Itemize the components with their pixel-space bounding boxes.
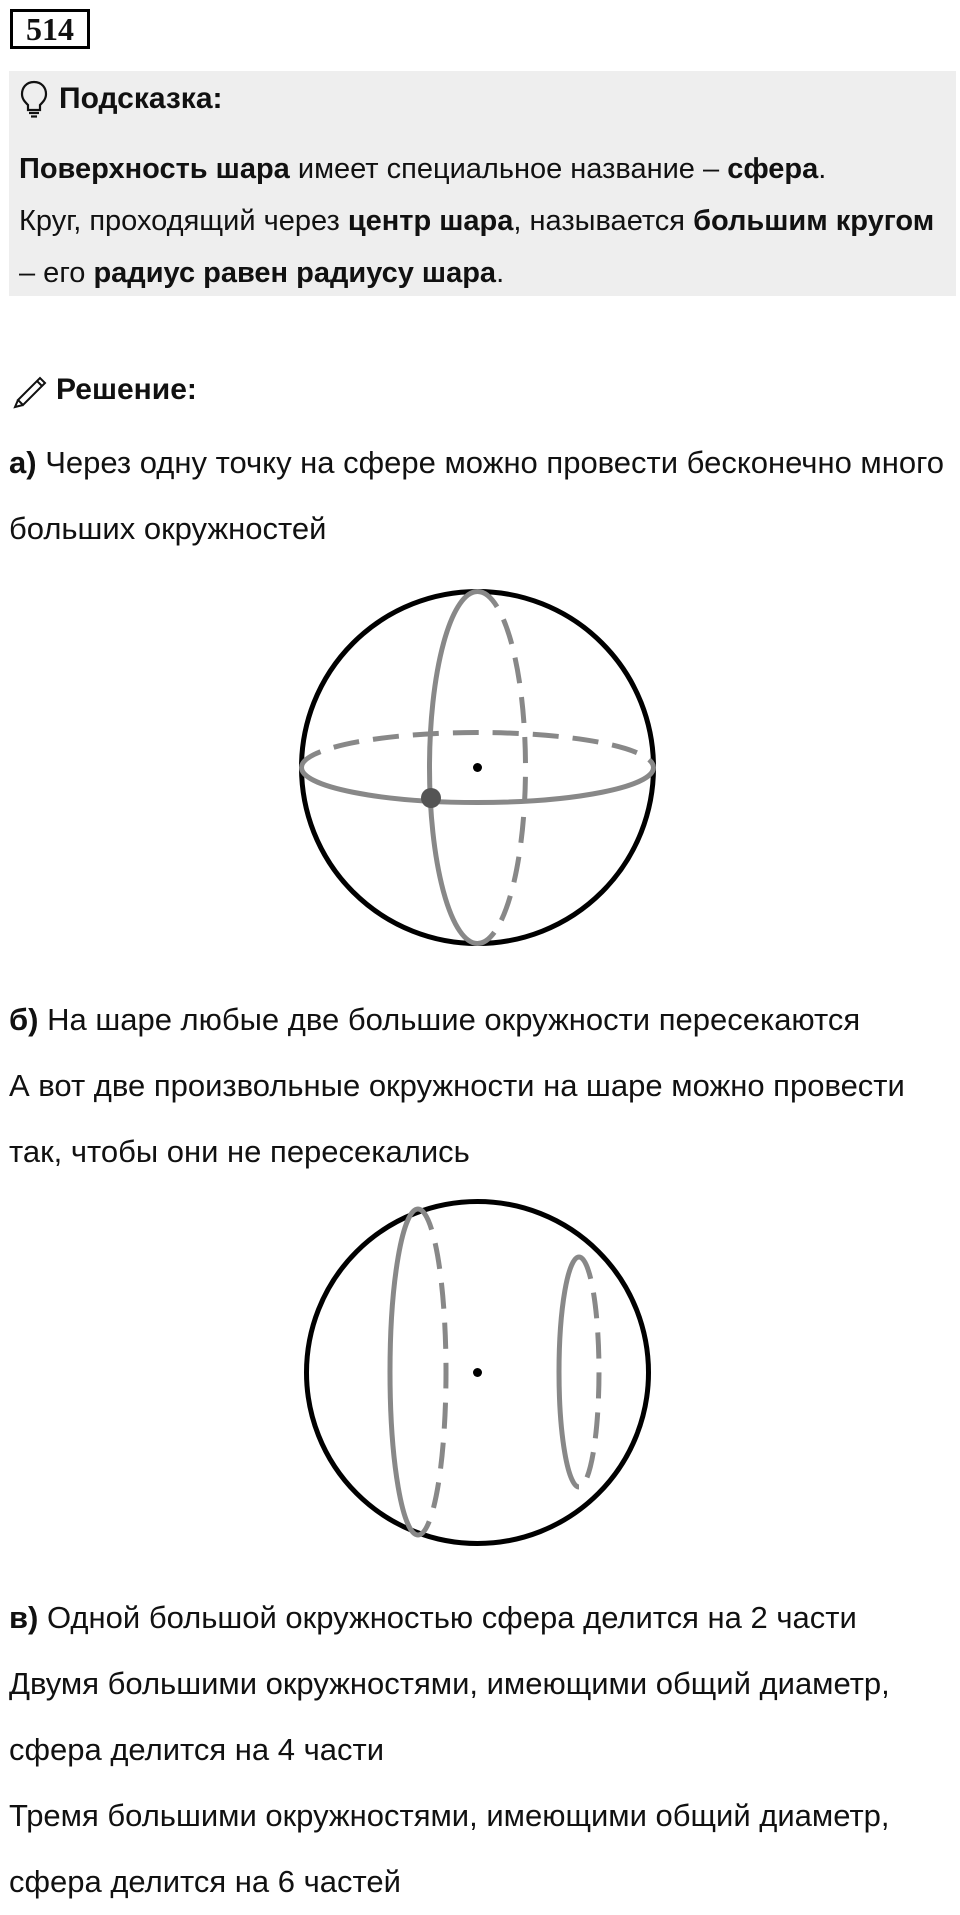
hint-text-2: .: [818, 153, 827, 185]
hint-text-6: .: [496, 257, 505, 289]
hint-header: [19, 77, 223, 121]
sphere-center-a: [473, 763, 482, 772]
hint-text-5: – его: [19, 257, 94, 289]
hint-text-3: Круг, проходящий через: [19, 205, 348, 237]
part-b-text: [9, 987, 949, 1185]
vertical-circle-front: [430, 592, 478, 944]
part-a-label: а): [9, 445, 37, 480]
hint-text: [19, 143, 949, 299]
pencil-icon: [10, 370, 50, 410]
left-circle-back: [418, 1209, 446, 1535]
hint-bold-surface: Поверхность шара: [19, 153, 290, 185]
part-b-line2: А вот две произвольные окружности на шаре можно провести так, чтобы они не пересекались: [9, 1068, 905, 1169]
intersection-point: [421, 788, 441, 808]
vertical-circle-back: [478, 592, 526, 944]
hint-text-4: , называется: [513, 205, 694, 237]
part-a-text: [9, 430, 949, 562]
hint-text-1: имеет специальное название –: [289, 153, 728, 185]
task-number: 514: [10, 9, 90, 49]
solution-header: [10, 368, 197, 412]
solution-title: Решение:: [56, 373, 197, 406]
right-circle-front: [559, 1257, 579, 1487]
part-a-body: Через одну точку на сфере можно провести бесконечно много больших окружностей: [9, 445, 944, 546]
sphere-center-b: [473, 1368, 482, 1377]
part-b-line1: На шаре любые две большие окружности пересекаются: [38, 1002, 861, 1037]
right-circle-back: [579, 1257, 599, 1487]
horizontal-circle-front: [302, 768, 654, 803]
hint-bold-great-circle: большим кругом: [693, 205, 935, 237]
hint-bold-center: центр шара: [347, 205, 514, 237]
part-c-line1: Одной большой окружностью сфера делится на 2 части: [38, 1600, 857, 1635]
lightbulb-icon: [19, 79, 49, 119]
part-c-label: в): [9, 1600, 39, 1635]
hint-title: Подсказка:: [59, 82, 223, 115]
part-c-text: [9, 1585, 949, 1915]
hint-bold-sphere: сфера: [727, 153, 819, 185]
left-circle-front: [390, 1209, 418, 1535]
sphere-figure-b: [300, 1195, 655, 1550]
part-b-label: б): [9, 1002, 39, 1037]
part-c-line2: Двумя большими окружностями, имеющими общий диаметр, сфера делится на 4 части: [9, 1666, 890, 1767]
hint-bold-radius: радиус равен радиусу шара: [93, 257, 497, 289]
sphere-figure-a: [295, 585, 660, 950]
horizontal-circle-back: [302, 733, 654, 768]
part-c-line3: Тремя большими окружностями, имеющими общий диаметр, сфера делится на 6 частей: [9, 1798, 890, 1899]
hint-box: [9, 71, 956, 296]
